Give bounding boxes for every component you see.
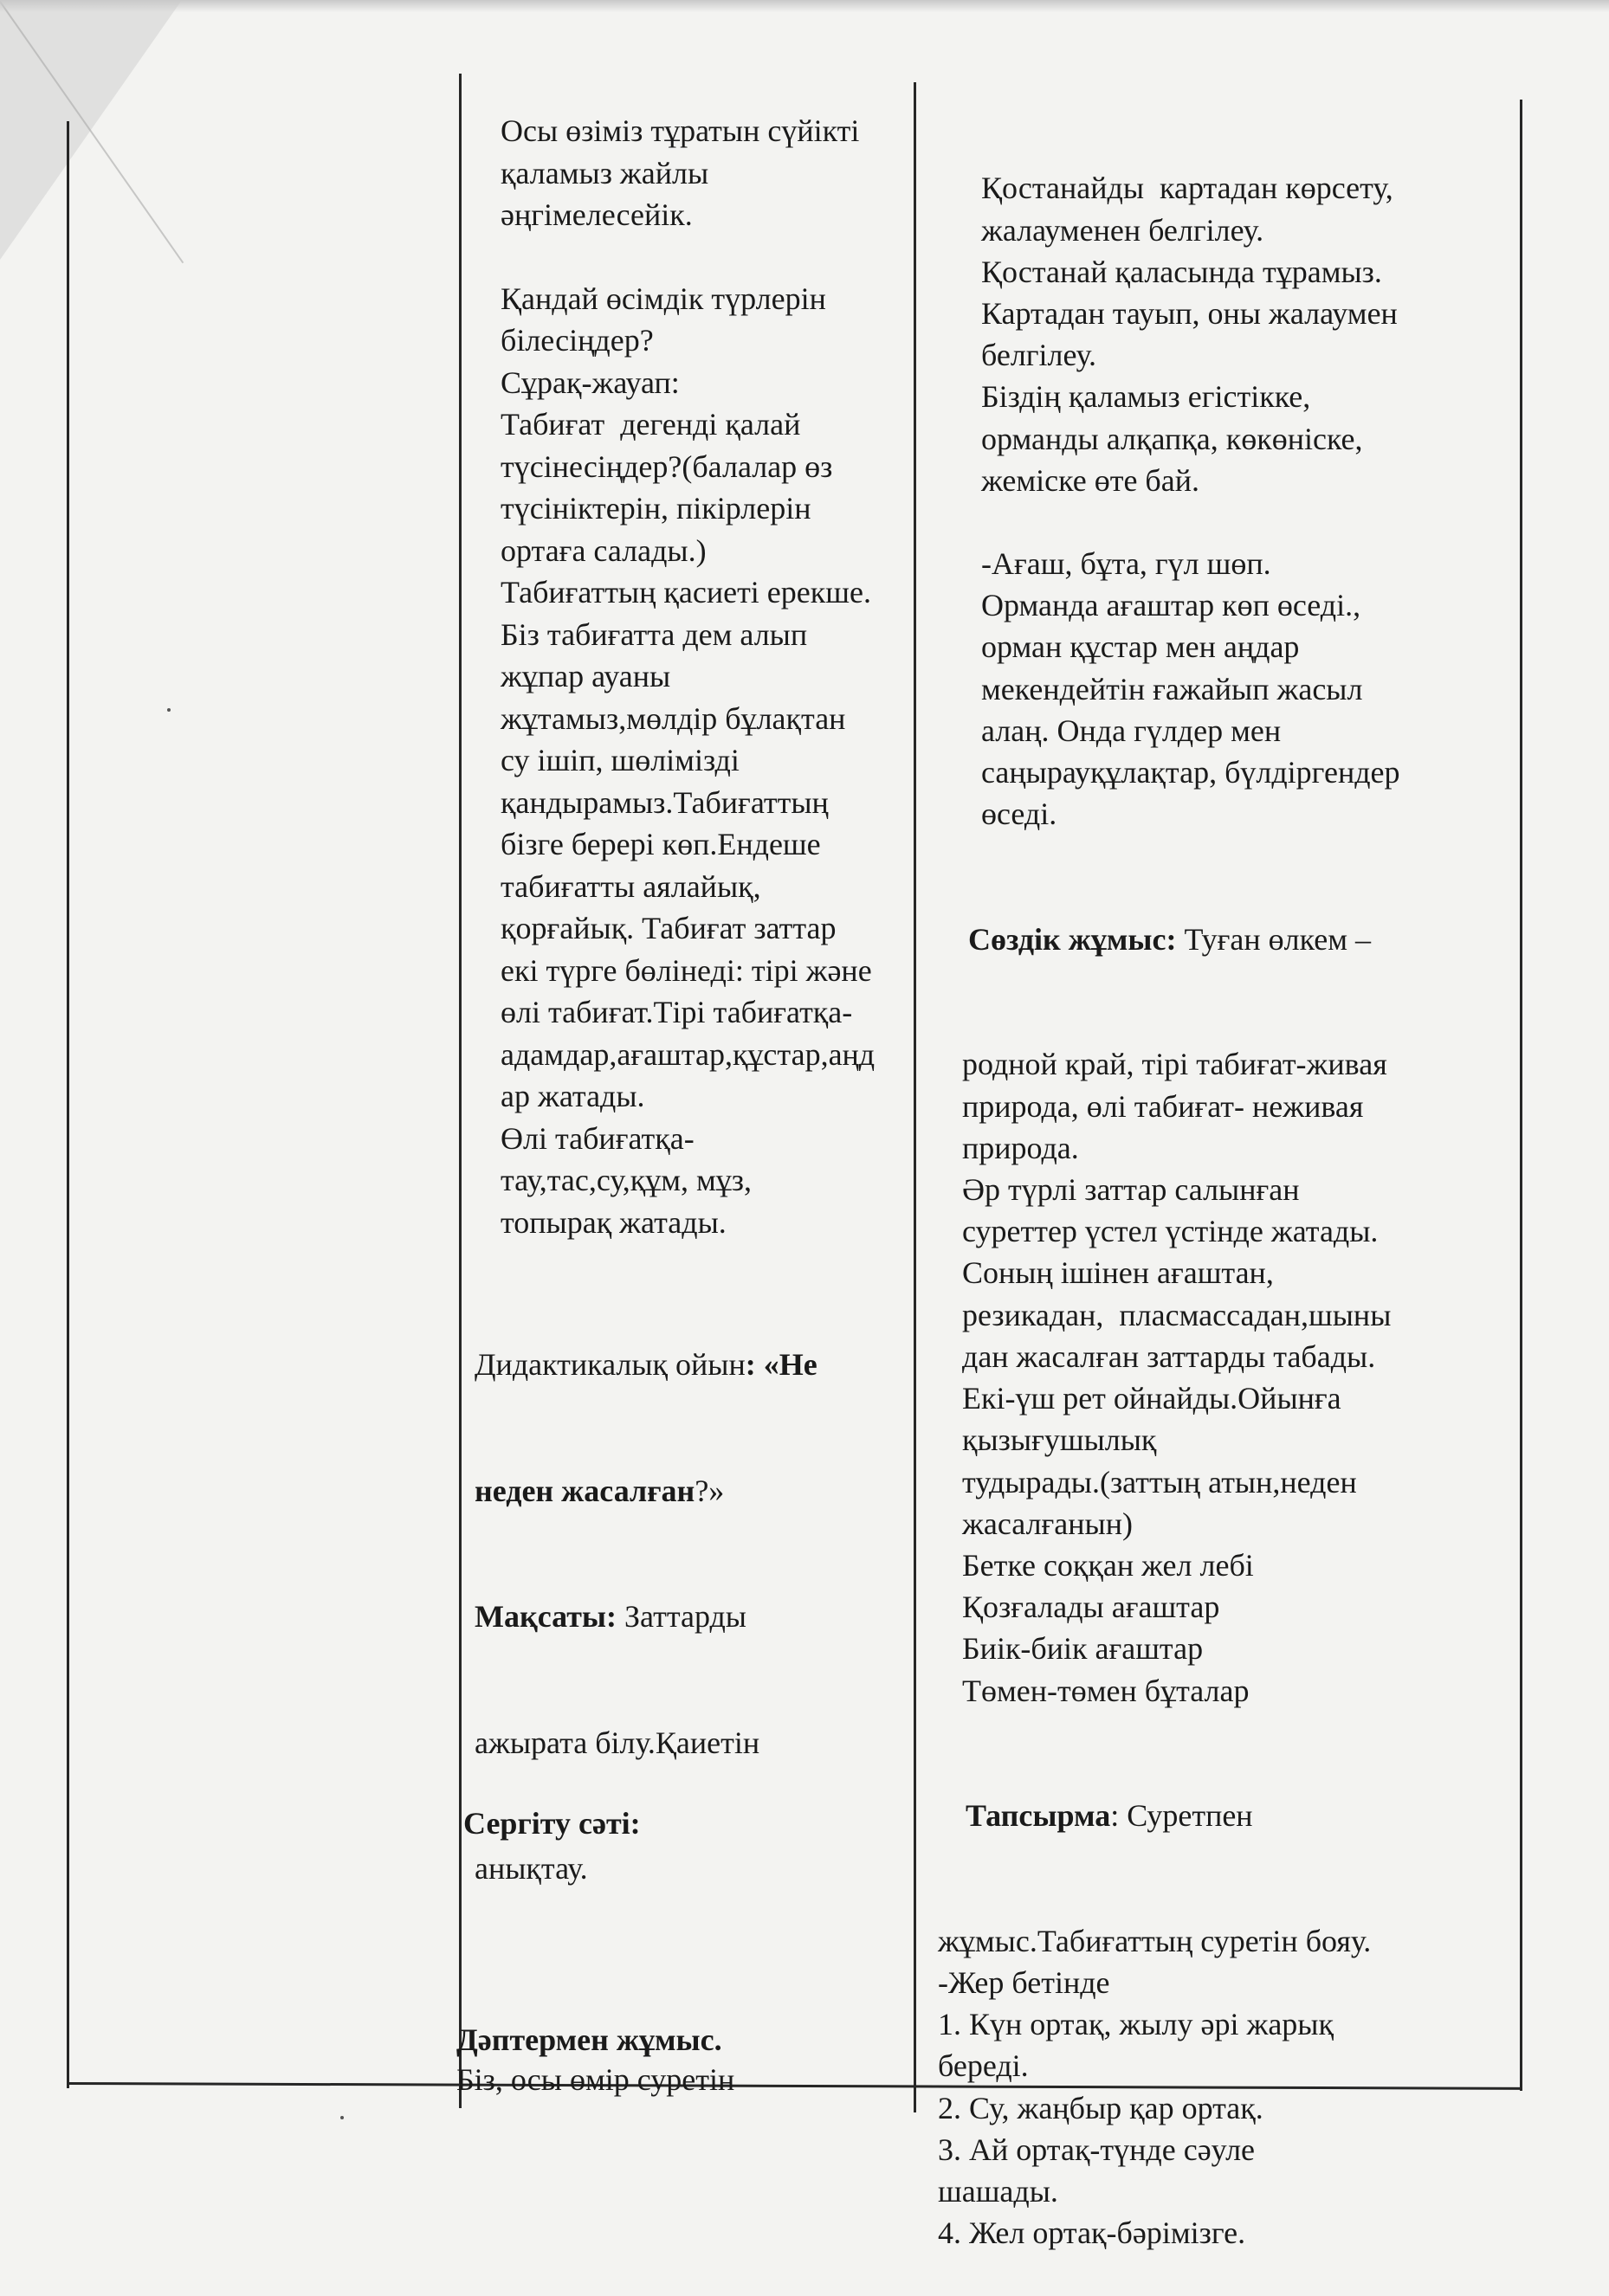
text-line: алаң. Онда гүлдер мен	[981, 713, 1282, 748]
text-line: Қостанайды картадан көрсету,	[981, 171, 1393, 206]
text-line: 2. Су, жаңбыр қар ортақ.	[938, 2090, 1263, 2125]
text-line: Екі-үш рет ойнайды.Ойынға	[962, 1381, 1341, 1416]
text-line: Осы өзіміз тұратын сүйікті	[501, 113, 860, 148]
middle-last-line: Біз, осы өмір суретін	[456, 2062, 735, 2097]
goal-text-1: Заттарды	[617, 1599, 746, 1634]
text-line: орман құстар мен аңдар	[981, 629, 1300, 665]
text-line: түсінесіңдер?(балалар өз	[501, 448, 833, 484]
text-line: әңгімелесейік.	[501, 197, 693, 232]
text-line: родной край, тірі табиғат-живая	[962, 1047, 1387, 1082]
text-line: жұпар ауаны	[501, 659, 671, 693]
text-line: білесіңдер?	[501, 323, 654, 358]
game-close: ?»	[695, 1473, 725, 1508]
text-line: белгілеу.	[981, 338, 1096, 373]
scan-speck	[340, 2116, 344, 2119]
text-line: Өлі табиғатқа-	[501, 1120, 695, 1156]
sergitu-heading: Сергіту сәті:	[463, 1806, 641, 1841]
text-line: өлі табиғат.Тірі табиғатқа-	[501, 995, 853, 1029]
text-line: бізге берері көп.Ендеше	[501, 827, 821, 861]
text-line: су ішіп, шөлімізді	[501, 743, 740, 777]
text-line: топырақ жатады.	[501, 1204, 727, 1240]
table-left-border	[67, 121, 69, 2088]
text-line: -Ағаш, бұта, гүл шөп.	[981, 546, 1271, 582]
text-line: Табиғат дегенді қалай	[501, 407, 801, 442]
text-line: мекендейтін ғажайып жасыл	[981, 671, 1363, 706]
text-line: природа, өлі табиғат- неживая	[962, 1088, 1364, 1124]
text-line: ар жатады.	[501, 1079, 645, 1113]
text-line: жұтамыз,мөлдір бұлақтан	[501, 700, 846, 736]
text-line: дан жасалған заттарды табады.	[962, 1338, 1376, 1374]
goal-label: Мақсаты:	[475, 1599, 617, 1634]
text-line: -Жер бетінде	[938, 1964, 1110, 2000]
text-line: адамдар,ағаштар,құстар,аңд	[501, 1036, 876, 1072]
table-divider-2	[914, 82, 916, 2112]
text-line: жалауменен белгілеу.	[981, 212, 1264, 248]
text-line: 4. Жел ортақ-бәрімізге.	[938, 2215, 1246, 2251]
text-line: Қостанай қаласында тұрамыз.	[981, 254, 1382, 289]
text-line: орманды алқапқа, көкөніске,	[981, 421, 1363, 456]
table-divider-1	[459, 74, 462, 2108]
text-line: жасалғанын)	[962, 1506, 1133, 1541]
text-line: Қозғалады ағаштар	[962, 1590, 1220, 1625]
text-line: жұмыс.Табиғаттың суретін бояу.	[938, 1923, 1372, 1958]
text-line: қорғайық. Табиғат заттар	[501, 911, 837, 945]
text-line: Орманда ағаштар көп өседі.,	[981, 588, 1361, 623]
text-line: Біздің қаламыз егістікке,	[981, 379, 1311, 415]
text-line	[501, 236, 908, 278]
text-line: Табиғаттың қасиеті ерекше.	[501, 575, 871, 609]
text-line: 3. Ай ортақ-түнде сәуле	[938, 2132, 1256, 2167]
text-line: тудырады.(заттың атын,неден	[962, 1464, 1357, 1499]
game-name-line1: Не	[779, 1347, 817, 1382]
text-line: шашады.	[938, 2173, 1058, 2209]
game-colon-quote: : «	[745, 1347, 779, 1382]
text-line: суреттер үстел үстінде жатады.	[962, 1214, 1379, 1249]
text-line: Қандай өсімдік түрлерін	[501, 281, 826, 316]
text-line: Картадан тауып, оны жалаумен	[981, 296, 1398, 332]
game-prefix: Дидактикалық ойын	[475, 1347, 746, 1382]
text-line: қаламыз жайлы	[501, 155, 709, 190]
text-line: қандырамыз.Табиғаттың	[501, 784, 829, 820]
text-line: Біз табиғатта дем алып	[501, 616, 808, 652]
daptermen-heading: Дәптермен жұмыс.	[456, 2022, 722, 2057]
game-name-line2: неден жасалған	[475, 1473, 695, 1508]
scan-top-shadow	[0, 0, 1609, 12]
text-line: Соның ішінен ағаштан,	[962, 1255, 1274, 1291]
task-text-1: : Суретпен	[1110, 1798, 1253, 1834]
text-line: береді.	[938, 2048, 1029, 2084]
text-line: резикадан, пласмассадан,шыны	[962, 1297, 1392, 1332]
text-line: ортаға салады.)	[501, 532, 707, 568]
goal-text-3: анықтау.	[475, 1851, 588, 1886]
text-line: саңырауқұлақтар, бүлдіргендер	[981, 755, 1400, 790]
goal-text-2: ажырата білу.Қаиетін	[475, 1725, 760, 1760]
text-line: екі түрге бөлінеді: тірі және	[501, 952, 872, 988]
text-line: қызығушылық	[962, 1422, 1157, 1458]
table-right-border	[1520, 100, 1522, 2091]
right-column-text	[938, 84, 1518, 2296]
text-line: тау,тас,су,құм, мұз,	[501, 1163, 753, 1197]
text-line: Сұрақ-жауап:	[501, 364, 680, 400]
text-line: 1. Күн ортақ, жылу әрі жарық	[938, 2007, 1334, 2042]
vocab-text-1: Туған өлкем –	[1176, 921, 1371, 957]
vocab-label: Сөздік жұмыс:	[968, 921, 1177, 957]
text-line: табиғатты аялайық,	[501, 868, 761, 904]
text-line: природа.	[962, 1130, 1079, 1165]
text-line: Әр түрлі заттар салынған	[962, 1172, 1300, 1208]
task-label: Тапсырма	[966, 1798, 1111, 1834]
text-line	[981, 501, 1518, 543]
text-line: Төмен-төмен бұталар	[962, 1673, 1250, 1708]
scan-speck	[167, 708, 171, 712]
text-line: өседі.	[981, 797, 1057, 832]
text-line: Бетке соққан жел лебі	[962, 1547, 1254, 1583]
middle-column-text	[501, 110, 908, 1243]
text-line: жеміске өте бай.	[981, 462, 1199, 498]
text-line: Биік-биік ағаштар	[962, 1631, 1204, 1667]
text-line: түсініктерін, пікірлерін	[501, 491, 811, 526]
